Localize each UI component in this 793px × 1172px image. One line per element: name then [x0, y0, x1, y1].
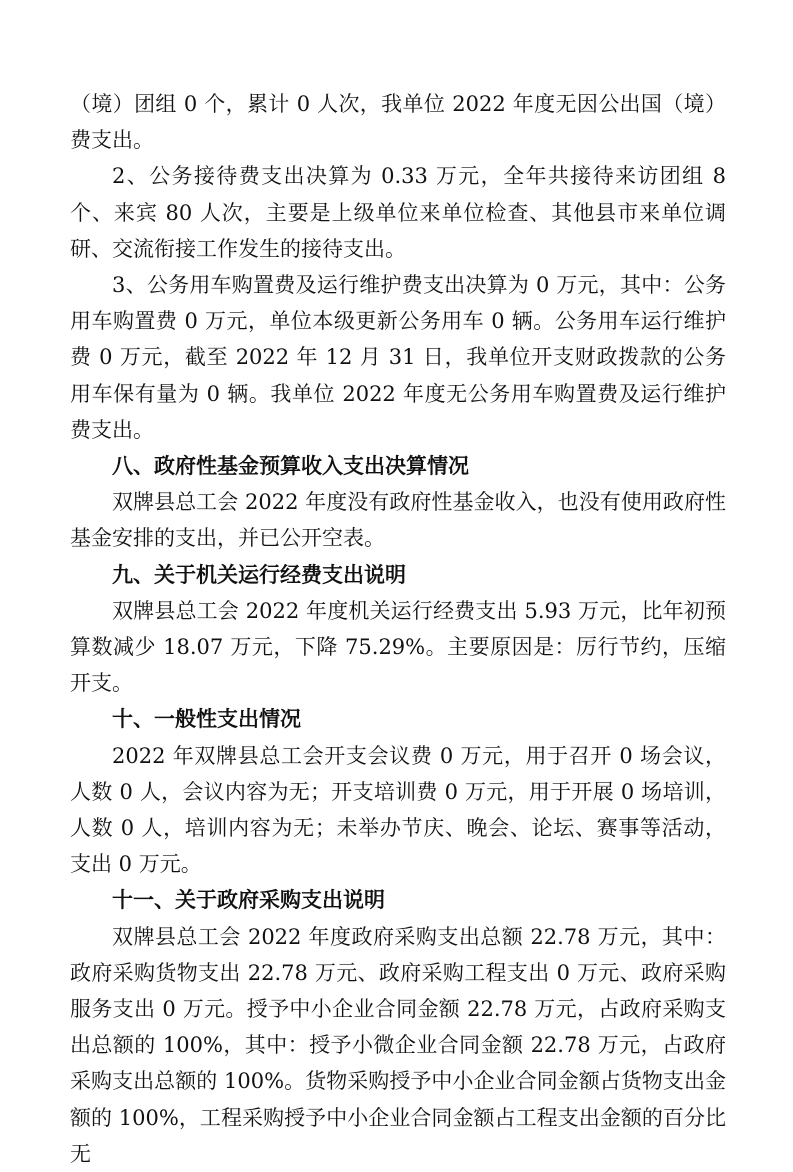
- document-page: [70, 86, 726, 1172]
- heading-operating-expense: 九、关于机关运行经费支出说明: [112, 562, 406, 587]
- paragraph-outbound-continuation: （境）团组 0 个，累计 0 人次，我单位 2022 年度无因公出国（境）费支出。: [70, 92, 726, 153]
- heading-government-fund: 八、政府性基金预算收入支出决算情况: [112, 454, 469, 479]
- paragraph-government-fund: 双牌县总工会 2022 年度没有政府性基金收入，也没有使用政府性基金安排的支出，并已公开空表。: [70, 490, 726, 551]
- heading-general-expense: 十、一般性支出情况: [112, 707, 301, 732]
- paragraph-general-expense: 2022 年双牌县总工会开支会议费 0 万元，用于召开 0 场会议，人数 0 人，会议内容为无；开支培训费 0 万元，用于开展 0 场培训，人数 0 人，培训内容为无；未举办节庆、晚会、论坛、赛事等活动，支出 0 万元。: [70, 743, 726, 877]
- heading-procurement: 十一、关于政府采购支出说明: [112, 888, 385, 913]
- paragraph-vehicle-expense: 3、公务用车购置费及运行维护费支出决算为 0 万元，其中：公务用车购置费 0 万元，单位本级更新公务用车 0 辆。公务用车运行维护费 0 万元，截至 2022 年 12 月 31 日，我单位开支财政拨款的公务用车保有量为 0 辆。我单位 2022 年度无公务用车购置费及运行维护费支出。: [70, 273, 726, 442]
- paragraph-operating-expense: 双牌县总工会 2022 年度机关运行经费支出 5.93 万元，比年初预算数减少 18.07 万元，下降 75.29%。主要原因是：厉行节约，压缩开支。: [70, 598, 726, 696]
- paragraph-reception-expense: 2、公务接待费支出决算为 0.33 万元，全年共接待来访团组 8 个、来宾 80 人次，主要是上级单位来单位检查、其他县市来单位调研、交流衔接工作发生的接待支出。: [70, 164, 726, 261]
- paragraph-procurement: 双牌县总工会 2022 年度政府采购支出总额 22.78 万元，其中：政府采购货物支出 22.78 万元、政府采购工程支出 0 万元、政府采购服务支出 0 万元。授予中小企业合同金额 22.78 万元，占政府采购支出总额的 100%，其中：授予小微企业合同金额 22.78 万元，占政府采购支出总额的 100%。货物采购授予中小企业合同金额占货物支出金额的 100%，工程采购授予中小企业合同金额占工程支出金额的百分比无: [70, 924, 726, 1166]
